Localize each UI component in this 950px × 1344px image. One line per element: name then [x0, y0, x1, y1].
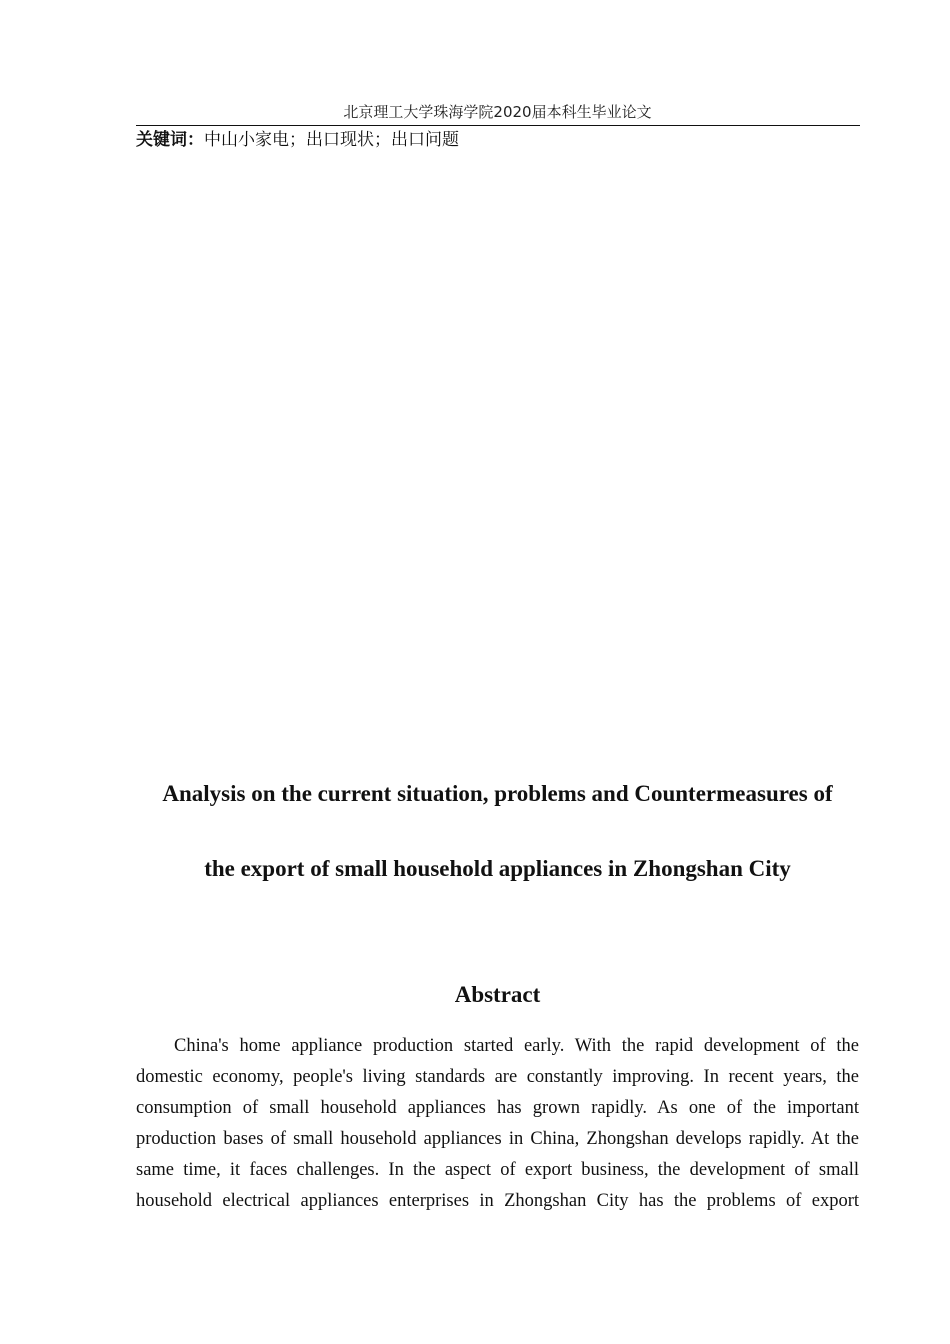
running-header: 北京理工大学珠海学院2020届本科生毕业论文	[343, 103, 652, 121]
header-rule	[136, 125, 860, 126]
abstract-line: same time, it faces challenges. In the aspect of export business, the development of small	[136, 1160, 859, 1180]
abstract-line: consumption of small household appliances has grown rapidly. As one of the important	[136, 1098, 859, 1118]
english-title-line-1: Analysis on the current situation, problems and Countermeasures of	[162, 781, 833, 806]
abstract-heading: Abstract	[454, 982, 541, 1007]
keywords-label: 关键词：	[136, 130, 204, 150]
abstract-line: China's home appliance production started early. With the rapid development of the	[174, 1036, 859, 1056]
english-title-line-2: the export of small household appliances in Zhongshan City	[204, 856, 791, 881]
abstract-line: household electrical appliances enterprises in Zhongshan City has the problems of export	[136, 1191, 859, 1211]
keywords-line	[136, 129, 859, 151]
keywords-value: 中山小家电；出口现状；出口问题	[204, 130, 459, 150]
abstract-line: domestic economy, people's living standards are constantly improving. In recent years, the	[136, 1067, 859, 1087]
abstract-line: production bases of small household appliances in China, Zhongshan develops rapidly. At the	[136, 1129, 859, 1149]
abstract-body	[136, 1031, 859, 1217]
